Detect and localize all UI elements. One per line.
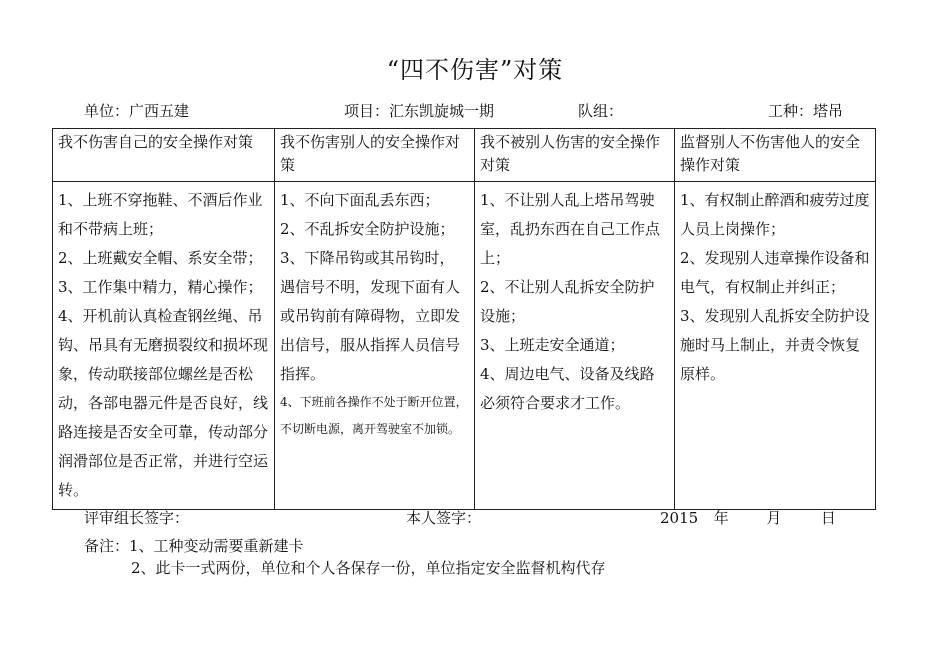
header-protected-by-others: 我不被别人伤害的安全操作对策	[475, 129, 675, 182]
header-self-protection: 我不伤害自己的安全操作对策	[53, 129, 275, 182]
list-item: 3、工作集中精力，精心操作；	[58, 278, 263, 296]
table-header-row	[53, 129, 876, 182]
list-item: 3、上班走安全通道；	[480, 336, 625, 354]
trade-label: 工种：塔吊	[768, 102, 844, 120]
list-item: 3、发现别人乱拆安全防护设施时马上制止，并责令恢复原样。	[680, 307, 870, 383]
date-year: 2015	[660, 509, 699, 527]
cell-self-protection	[53, 182, 275, 510]
self-signature-label: 本人签字：	[406, 509, 482, 527]
list-item: 4、周边电气、设备及线路必须符合要求才工作。	[480, 365, 655, 412]
list-item: 3、下降吊钩或其吊钩时，遇信号不明，发现下面有人或吊钩前有障碍物，立即发出信号，服从指挥人员信号指挥。	[280, 249, 461, 383]
list-item: 2、不乱拆安全防护设施；	[280, 220, 455, 238]
list-item: 4、开机前认真检查钢丝绳、吊钩、吊具有无磨损裂纹和损坏现象，传动联接部位螺丝是否松动，各部电器元件是否良好，线路连接是否安全可靠，传动部分润滑部位是否正常，并进行空运转。	[58, 307, 269, 499]
date-day-unit: 日	[820, 509, 836, 527]
list-item: 1、上班不穿拖鞋、不酒后作业和不带病上班；	[58, 191, 263, 238]
list-item: 1、有权制止醉酒和疲劳过度人员上岗操作；	[680, 191, 870, 238]
list-item: 1、不向下面乱丢东西；	[280, 191, 440, 209]
unit-label: 单位：广西五建	[84, 102, 190, 120]
safety-measures-table	[52, 128, 876, 510]
header-protect-others: 我不伤害别人的安全操作对策	[275, 129, 475, 182]
leader-signature-label: 评审组长签字：	[84, 509, 190, 527]
date-month-unit: 月	[766, 509, 782, 527]
list-item: 2、发现别人违章操作设备和电气，有权制止并纠正；	[680, 249, 870, 296]
signature-date	[660, 507, 836, 528]
team-label: 队组：	[578, 102, 624, 120]
table-body-row	[53, 182, 876, 510]
note-line-2: 2、此卡一式两份，单位和个人各保存一份，单位指定安全监督机构代存	[131, 559, 606, 577]
project-label: 项目：汇东凯旋城一期	[344, 102, 495, 120]
cell-protected-by-others	[475, 182, 675, 510]
list-item: 1、不让别人乱上塔吊驾驶室，乱扔东西在自己工作点上；	[480, 191, 661, 267]
list-item: 4、下班前各操作不处于断开位置，不切断电源，离开驾驶室不加锁。	[280, 395, 468, 436]
document-title: “四不伤害”对策	[386, 56, 564, 84]
date-year-unit: 年	[713, 509, 729, 527]
note-line-1: 备注：1、工种变动需要重新建卡	[84, 537, 304, 555]
cell-protect-others	[275, 182, 475, 510]
header-supervise-others: 监督别人不伤害他人的安全操作对策	[675, 129, 876, 182]
list-item: 2、上班戴安全帽、系安全带；	[58, 249, 263, 267]
cell-supervise-others	[675, 182, 876, 510]
list-item: 2、不让别人乱拆安全防护设施；	[480, 278, 655, 325]
